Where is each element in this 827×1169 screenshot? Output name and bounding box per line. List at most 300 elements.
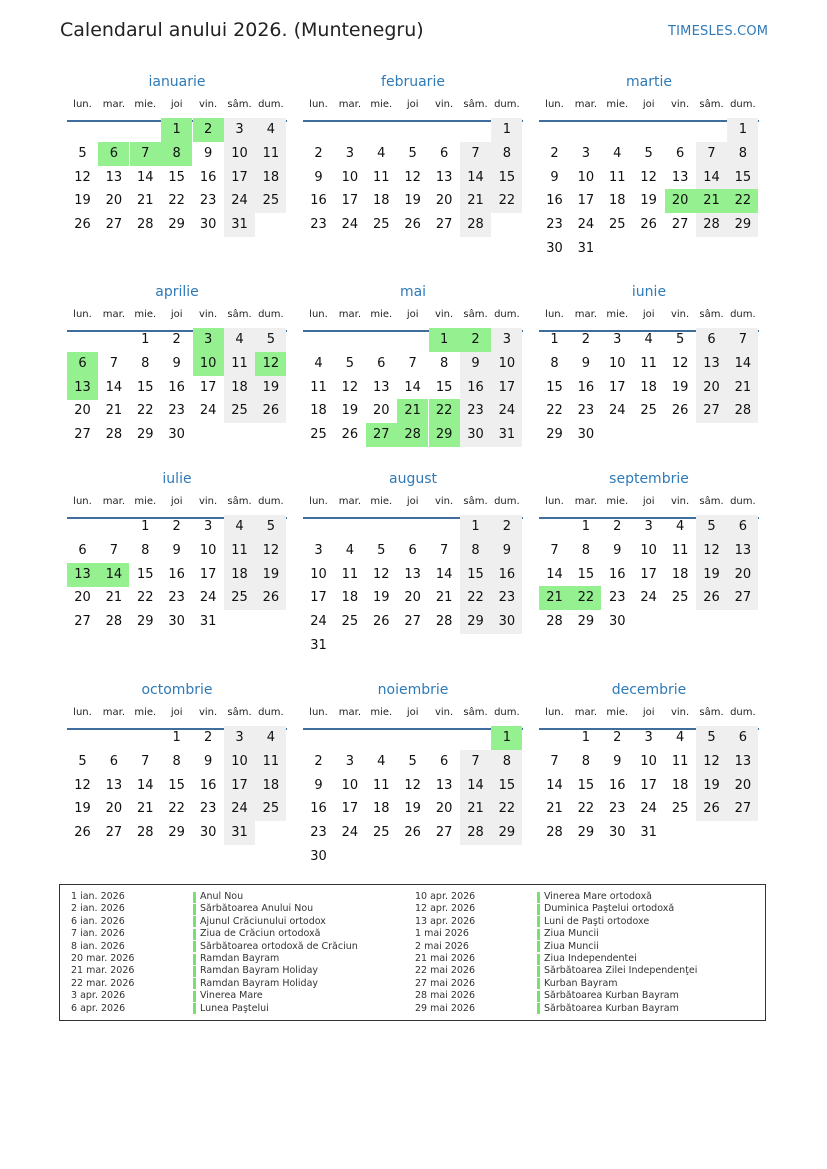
day-cell[interactable]: 9 xyxy=(613,542,622,558)
day-cell[interactable]: 12 xyxy=(696,750,727,774)
day-cell[interactable]: 27 xyxy=(727,797,758,821)
day-cell[interactable]: 26 xyxy=(696,797,727,821)
day-cell[interactable]: 19 xyxy=(373,590,390,606)
day-cell[interactable]: 13 xyxy=(696,352,727,376)
holiday-day[interactable]: 10 xyxy=(193,352,224,376)
day-cell[interactable]: 3 xyxy=(345,753,355,769)
day-cell[interactable]: 20 xyxy=(696,376,727,400)
day-cell[interactable]: 18 xyxy=(373,193,390,209)
day-cell[interactable]: 18 xyxy=(224,376,255,400)
day-cell[interactable]: 14 xyxy=(696,166,727,190)
day-cell[interactable]: 10 xyxy=(341,169,359,185)
day-cell[interactable]: 11 xyxy=(255,142,286,166)
day-cell[interactable]: 11 xyxy=(609,169,626,185)
day-cell[interactable]: 16 xyxy=(310,801,327,817)
day-cell[interactable]: 12 xyxy=(404,169,421,185)
day-cell[interactable]: 9 xyxy=(460,352,491,376)
day-cell[interactable]: 16 xyxy=(168,379,185,395)
day-cell[interactable]: 22 xyxy=(168,193,185,209)
day-cell[interactable]: 26 xyxy=(255,399,286,423)
day-cell[interactable]: 21 xyxy=(137,193,154,209)
day-cell[interactable]: 30 xyxy=(310,849,327,864)
day-cell[interactable]: 9 xyxy=(550,169,559,185)
day-cell[interactable]: 4 xyxy=(345,542,355,558)
day-cell[interactable]: 5 xyxy=(696,515,727,539)
day-cell[interactable]: 4 xyxy=(675,519,685,534)
holiday-day[interactable]: 7 xyxy=(130,142,161,166)
day-cell[interactable]: 3 xyxy=(613,332,622,347)
day-cell[interactable]: 17 xyxy=(199,566,217,582)
day-cell[interactable]: 18 xyxy=(671,777,689,793)
day-cell[interactable]: 24 xyxy=(577,217,595,233)
day-cell[interactable]: 10 xyxy=(640,753,657,769)
day-cell[interactable]: 11 xyxy=(373,169,390,185)
day-cell[interactable]: 23 xyxy=(577,403,595,419)
day-cell[interactable]: 30 xyxy=(609,825,626,841)
day-cell[interactable]: 13 xyxy=(435,169,453,185)
day-cell[interactable]: 8 xyxy=(581,753,591,769)
day-cell[interactable]: 28 xyxy=(727,399,758,423)
day-cell[interactable]: 16 xyxy=(546,193,563,209)
day-cell[interactable]: 17 xyxy=(491,376,522,400)
day-cell[interactable]: 25 xyxy=(224,399,255,423)
day-cell[interactable]: 24 xyxy=(224,189,255,213)
day-cell[interactable]: 22 xyxy=(491,189,522,213)
day-cell[interactable]: 6 xyxy=(696,328,727,352)
holiday-day[interactable]: 1 xyxy=(161,118,192,142)
day-cell[interactable]: 26 xyxy=(640,217,657,233)
day-cell[interactable]: 29 xyxy=(137,427,154,443)
day-cell[interactable]: 5 xyxy=(345,355,355,371)
day-cell[interactable]: 30 xyxy=(546,241,563,256)
day-cell[interactable]: 6 xyxy=(675,145,685,161)
day-cell[interactable]: 11 xyxy=(224,539,255,563)
day-cell[interactable]: 17 xyxy=(640,566,657,582)
day-cell[interactable]: 16 xyxy=(168,566,185,582)
day-cell[interactable]: 28 xyxy=(460,821,491,845)
day-cell[interactable]: 5 xyxy=(408,753,417,769)
day-cell[interactable]: 1 xyxy=(460,515,491,539)
day-cell[interactable]: 26 xyxy=(404,825,421,841)
day-cell[interactable]: 8 xyxy=(172,753,181,769)
day-cell[interactable]: 13 xyxy=(671,169,689,185)
holiday-day[interactable]: 6 xyxy=(67,352,98,376)
day-cell[interactable]: 23 xyxy=(546,217,563,233)
holiday-day[interactable]: 27 xyxy=(366,423,397,447)
day-cell[interactable]: 24 xyxy=(341,217,359,233)
day-cell[interactable]: 9 xyxy=(172,542,181,558)
day-cell[interactable]: 27 xyxy=(435,217,453,233)
day-cell[interactable]: 20 xyxy=(74,403,91,419)
day-cell[interactable]: 18 xyxy=(671,566,689,582)
day-cell[interactable]: 7 xyxy=(727,328,758,352)
day-cell[interactable]: 1 xyxy=(550,332,559,347)
day-cell[interactable]: 2 xyxy=(172,519,181,534)
day-cell[interactable]: 17 xyxy=(224,774,255,798)
day-cell[interactable]: 15 xyxy=(435,379,453,395)
day-cell[interactable]: 29 xyxy=(546,427,563,443)
day-cell[interactable]: 25 xyxy=(341,614,359,630)
day-cell[interactable]: 7 xyxy=(109,542,119,558)
day-cell[interactable]: 9 xyxy=(203,145,213,161)
day-cell[interactable]: 18 xyxy=(255,166,286,190)
day-cell[interactable]: 25 xyxy=(255,189,286,213)
day-cell[interactable]: 19 xyxy=(640,193,657,209)
day-cell[interactable]: 23 xyxy=(168,403,185,419)
day-cell[interactable]: 22 xyxy=(491,797,522,821)
day-cell[interactable]: 17 xyxy=(609,379,626,395)
day-cell[interactable]: 11 xyxy=(671,753,689,769)
day-cell[interactable]: 29 xyxy=(168,825,185,841)
day-cell[interactable]: 5 xyxy=(696,726,727,750)
holiday-day[interactable]: 2 xyxy=(193,118,224,142)
day-cell[interactable]: 3 xyxy=(581,145,591,161)
holiday-day[interactable]: 8 xyxy=(161,142,192,166)
day-cell[interactable]: 4 xyxy=(224,515,255,539)
day-cell[interactable]: 13 xyxy=(727,539,758,563)
day-cell[interactable]: 25 xyxy=(671,590,689,606)
day-cell[interactable]: 30 xyxy=(491,610,522,634)
brand-link[interactable]: TIMESLES.COM xyxy=(668,24,769,39)
day-cell[interactable]: 17 xyxy=(310,590,327,606)
holiday-day[interactable]: 21 xyxy=(397,399,428,423)
day-cell[interactable]: 26 xyxy=(404,217,421,233)
day-cell[interactable]: 6 xyxy=(109,753,119,769)
day-cell[interactable]: 1 xyxy=(141,332,150,347)
day-cell[interactable]: 7 xyxy=(696,142,727,166)
day-cell[interactable]: 7 xyxy=(460,142,491,166)
day-cell[interactable]: 26 xyxy=(341,427,359,443)
day-cell[interactable]: 2 xyxy=(203,730,213,745)
holiday-day[interactable]: 1 xyxy=(491,726,522,750)
day-cell[interactable]: 18 xyxy=(341,590,359,606)
day-cell[interactable]: 15 xyxy=(491,166,522,190)
day-cell[interactable]: 20 xyxy=(727,774,758,798)
day-cell[interactable]: 4 xyxy=(377,145,386,161)
day-cell[interactable]: 14 xyxy=(435,566,453,582)
day-cell[interactable]: 21 xyxy=(105,590,123,606)
day-cell[interactable]: 29 xyxy=(727,213,758,237)
day-cell[interactable]: 7 xyxy=(141,753,150,769)
day-cell[interactable]: 13 xyxy=(435,777,453,793)
day-cell[interactable]: 25 xyxy=(224,586,255,610)
day-cell[interactable]: 29 xyxy=(168,217,185,233)
day-cell[interactable]: 13 xyxy=(727,750,758,774)
day-cell[interactable]: 14 xyxy=(105,379,123,395)
day-cell[interactable]: 14 xyxy=(137,169,154,185)
day-cell[interactable]: 15 xyxy=(460,563,491,587)
day-cell[interactable]: 17 xyxy=(341,801,359,817)
day-cell[interactable]: 14 xyxy=(546,777,563,793)
day-cell[interactable]: 15 xyxy=(577,777,595,793)
day-cell[interactable]: 12 xyxy=(640,169,657,185)
day-cell[interactable]: 17 xyxy=(224,166,255,190)
day-cell[interactable]: 1 xyxy=(581,519,591,534)
day-cell[interactable]: 19 xyxy=(255,376,286,400)
day-cell[interactable]: 2 xyxy=(314,753,323,769)
day-cell[interactable]: 2 xyxy=(613,519,622,534)
day-cell[interactable]: 12 xyxy=(373,566,390,582)
day-cell[interactable]: 28 xyxy=(105,614,123,630)
day-cell[interactable]: 12 xyxy=(671,355,689,371)
holiday-day[interactable]: 6 xyxy=(98,142,129,166)
day-cell[interactable]: 29 xyxy=(460,610,491,634)
day-cell[interactable]: 9 xyxy=(203,753,213,769)
day-cell[interactable]: 3 xyxy=(644,730,653,745)
day-cell[interactable]: 31 xyxy=(199,614,217,630)
day-cell[interactable]: 15 xyxy=(577,566,595,582)
day-cell[interactable]: 14 xyxy=(137,777,154,793)
day-cell[interactable]: 29 xyxy=(491,821,522,845)
day-cell[interactable]: 24 xyxy=(199,590,217,606)
day-cell[interactable]: 18 xyxy=(224,563,255,587)
day-cell[interactable]: 16 xyxy=(460,376,491,400)
day-cell[interactable]: 8 xyxy=(141,542,150,558)
holiday-day[interactable]: 14 xyxy=(98,563,129,587)
day-cell[interactable]: 7 xyxy=(439,542,449,558)
day-cell[interactable]: 11 xyxy=(255,750,286,774)
day-cell[interactable]: 28 xyxy=(435,614,453,630)
day-cell[interactable]: 2 xyxy=(550,145,559,161)
day-cell[interactable]: 23 xyxy=(310,825,327,841)
day-cell[interactable]: 2 xyxy=(314,145,323,161)
day-cell[interactable]: 7 xyxy=(550,753,559,769)
day-cell[interactable]: 25 xyxy=(255,797,286,821)
day-cell[interactable]: 5 xyxy=(78,145,87,161)
day-cell[interactable]: 11 xyxy=(341,566,359,582)
day-cell[interactable]: 19 xyxy=(255,563,286,587)
day-cell[interactable]: 20 xyxy=(105,193,123,209)
day-cell[interactable]: 24 xyxy=(341,825,359,841)
day-cell[interactable]: 4 xyxy=(613,145,622,161)
day-cell[interactable]: 14 xyxy=(460,774,491,798)
day-cell[interactable]: 13 xyxy=(373,379,390,395)
day-cell[interactable]: 11 xyxy=(671,542,689,558)
day-cell[interactable]: 15 xyxy=(546,379,563,395)
day-cell[interactable]: 29 xyxy=(577,825,595,841)
day-cell[interactable]: 8 xyxy=(581,542,591,558)
day-cell[interactable]: 9 xyxy=(314,777,323,793)
holiday-day[interactable]: 22 xyxy=(727,189,758,213)
day-cell[interactable]: 18 xyxy=(609,193,626,209)
day-cell[interactable]: 18 xyxy=(310,403,327,419)
day-cell[interactable]: 3 xyxy=(345,145,355,161)
day-cell[interactable]: 8 xyxy=(727,142,758,166)
day-cell[interactable]: 27 xyxy=(105,217,123,233)
day-cell[interactable]: 3 xyxy=(644,519,653,534)
day-cell[interactable]: 3 xyxy=(491,328,522,352)
day-cell[interactable]: 11 xyxy=(373,777,390,793)
day-cell[interactable]: 4 xyxy=(314,355,323,371)
day-cell[interactable]: 15 xyxy=(491,774,522,798)
day-cell[interactable]: 9 xyxy=(172,355,181,371)
day-cell[interactable]: 4 xyxy=(224,328,255,352)
day-cell[interactable]: 16 xyxy=(609,777,626,793)
day-cell[interactable]: 24 xyxy=(199,403,217,419)
day-cell[interactable]: 27 xyxy=(105,825,123,841)
day-cell[interactable]: 25 xyxy=(373,825,390,841)
day-cell[interactable]: 9 xyxy=(613,753,622,769)
day-cell[interactable]: 26 xyxy=(671,403,689,419)
day-cell[interactable]: 24 xyxy=(609,403,626,419)
day-cell[interactable]: 5 xyxy=(377,542,386,558)
day-cell[interactable]: 23 xyxy=(199,801,217,817)
day-cell[interactable]: 27 xyxy=(74,614,91,630)
day-cell[interactable]: 9 xyxy=(491,539,522,563)
day-cell[interactable]: 27 xyxy=(671,217,689,233)
day-cell[interactable]: 19 xyxy=(696,563,727,587)
holiday-day[interactable]: 2 xyxy=(460,328,491,352)
day-cell[interactable]: 23 xyxy=(460,399,491,423)
day-cell[interactable]: 5 xyxy=(408,145,417,161)
day-cell[interactable]: 5 xyxy=(78,753,87,769)
day-cell[interactable]: 26 xyxy=(696,586,727,610)
day-cell[interactable]: 20 xyxy=(727,563,758,587)
day-cell[interactable]: 16 xyxy=(199,777,217,793)
day-cell[interactable]: 27 xyxy=(696,399,727,423)
day-cell[interactable]: 9 xyxy=(314,169,323,185)
day-cell[interactable]: 26 xyxy=(255,586,286,610)
day-cell[interactable]: 6 xyxy=(727,726,758,750)
day-cell[interactable]: 14 xyxy=(546,566,563,582)
day-cell[interactable]: 22 xyxy=(137,403,154,419)
day-cell[interactable]: 1 xyxy=(491,118,522,142)
day-cell[interactable]: 16 xyxy=(577,379,595,395)
day-cell[interactable]: 29 xyxy=(137,614,154,630)
day-cell[interactable]: 10 xyxy=(491,352,522,376)
day-cell[interactable]: 4 xyxy=(255,726,286,750)
day-cell[interactable]: 26 xyxy=(373,614,390,630)
day-cell[interactable]: 23 xyxy=(491,586,522,610)
day-cell[interactable]: 6 xyxy=(727,515,758,539)
day-cell[interactable]: 19 xyxy=(404,193,421,209)
day-cell[interactable]: 10 xyxy=(609,355,626,371)
day-cell[interactable]: 19 xyxy=(74,193,91,209)
day-cell[interactable]: 27 xyxy=(404,614,421,630)
day-cell[interactable]: 14 xyxy=(404,379,421,395)
holiday-day[interactable]: 20 xyxy=(665,189,696,213)
day-cell[interactable]: 28 xyxy=(105,427,123,443)
day-cell[interactable]: 24 xyxy=(310,614,327,630)
day-cell[interactable]: 26 xyxy=(74,825,91,841)
day-cell[interactable]: 7 xyxy=(550,542,559,558)
day-cell[interactable]: 18 xyxy=(255,774,286,798)
day-cell[interactable]: 20 xyxy=(435,801,453,817)
day-cell[interactable]: 25 xyxy=(310,427,327,443)
day-cell[interactable]: 7 xyxy=(460,750,491,774)
holiday-day[interactable]: 21 xyxy=(539,586,570,610)
day-cell[interactable]: 3 xyxy=(224,118,255,142)
day-cell[interactable]: 20 xyxy=(435,193,453,209)
day-cell[interactable]: 16 xyxy=(310,193,327,209)
day-cell[interactable]: 22 xyxy=(460,586,491,610)
day-cell[interactable]: 10 xyxy=(577,169,595,185)
day-cell[interactable]: 20 xyxy=(404,590,421,606)
day-cell[interactable]: 4 xyxy=(644,332,653,347)
day-cell[interactable]: 24 xyxy=(640,801,657,817)
day-cell[interactable]: 30 xyxy=(199,217,217,233)
day-cell[interactable]: 30 xyxy=(168,427,185,443)
day-cell[interactable]: 21 xyxy=(137,801,154,817)
holiday-day[interactable]: 13 xyxy=(67,376,98,400)
day-cell[interactable]: 7 xyxy=(408,355,417,371)
day-cell[interactable]: 23 xyxy=(199,193,217,209)
day-cell[interactable]: 1 xyxy=(727,118,758,142)
day-cell[interactable]: 31 xyxy=(310,638,327,653)
holiday-day[interactable]: 28 xyxy=(397,423,428,447)
day-cell[interactable]: 28 xyxy=(137,825,154,841)
day-cell[interactable]: 21 xyxy=(435,590,453,606)
day-cell[interactable]: 3 xyxy=(224,726,255,750)
holiday-day[interactable]: 13 xyxy=(67,563,98,587)
day-cell[interactable]: 2 xyxy=(613,730,622,745)
day-cell[interactable]: 5 xyxy=(255,328,286,352)
day-cell[interactable]: 27 xyxy=(74,427,91,443)
day-cell[interactable]: 12 xyxy=(255,539,286,563)
holiday-day[interactable]: 22 xyxy=(429,399,460,423)
day-cell[interactable]: 9 xyxy=(581,355,591,371)
day-cell[interactable]: 17 xyxy=(199,379,217,395)
day-cell[interactable]: 6 xyxy=(78,542,87,558)
day-cell[interactable]: 5 xyxy=(255,515,286,539)
day-cell[interactable]: 23 xyxy=(609,590,626,606)
day-cell[interactable]: 19 xyxy=(696,774,727,798)
day-cell[interactable]: 5 xyxy=(644,145,653,161)
day-cell[interactable]: 29 xyxy=(577,614,595,630)
day-cell[interactable]: 21 xyxy=(460,797,491,821)
day-cell[interactable]: 27 xyxy=(727,586,758,610)
day-cell[interactable]: 28 xyxy=(696,213,727,237)
day-cell[interactable]: 28 xyxy=(460,213,491,237)
day-cell[interactable]: 28 xyxy=(546,614,563,630)
day-cell[interactable]: 19 xyxy=(671,379,689,395)
day-cell[interactable]: 14 xyxy=(460,166,491,190)
day-cell[interactable]: 28 xyxy=(546,825,563,841)
day-cell[interactable]: 10 xyxy=(224,142,255,166)
day-cell[interactable]: 15 xyxy=(137,566,154,582)
day-cell[interactable]: 20 xyxy=(105,801,123,817)
day-cell[interactable]: 30 xyxy=(460,423,491,447)
day-cell[interactable]: 20 xyxy=(373,403,390,419)
day-cell[interactable]: 3 xyxy=(203,519,213,534)
day-cell[interactable]: 12 xyxy=(404,777,421,793)
day-cell[interactable]: 27 xyxy=(435,825,453,841)
day-cell[interactable]: 14 xyxy=(727,352,758,376)
day-cell[interactable]: 10 xyxy=(341,777,359,793)
holiday-day[interactable]: 1 xyxy=(429,328,460,352)
day-cell[interactable]: 26 xyxy=(74,217,91,233)
day-cell[interactable]: 5 xyxy=(675,332,685,347)
day-cell[interactable]: 21 xyxy=(727,376,758,400)
day-cell[interactable]: 16 xyxy=(199,169,217,185)
day-cell[interactable]: 25 xyxy=(373,217,390,233)
day-cell[interactable]: 16 xyxy=(491,563,522,587)
day-cell[interactable]: 15 xyxy=(168,169,185,185)
day-cell[interactable]: 24 xyxy=(491,399,522,423)
holiday-day[interactable]: 12 xyxy=(255,352,286,376)
day-cell[interactable]: 31 xyxy=(491,423,522,447)
holiday-day[interactable]: 22 xyxy=(570,586,601,610)
day-cell[interactable]: 15 xyxy=(137,379,154,395)
day-cell[interactable]: 10 xyxy=(224,750,255,774)
day-cell[interactable]: 31 xyxy=(224,821,255,845)
day-cell[interactable]: 8 xyxy=(439,355,449,371)
day-cell[interactable]: 17 xyxy=(640,777,657,793)
day-cell[interactable]: 6 xyxy=(439,145,449,161)
day-cell[interactable]: 31 xyxy=(577,241,595,256)
day-cell[interactable]: 15 xyxy=(727,166,758,190)
day-cell[interactable]: 1 xyxy=(172,730,181,745)
